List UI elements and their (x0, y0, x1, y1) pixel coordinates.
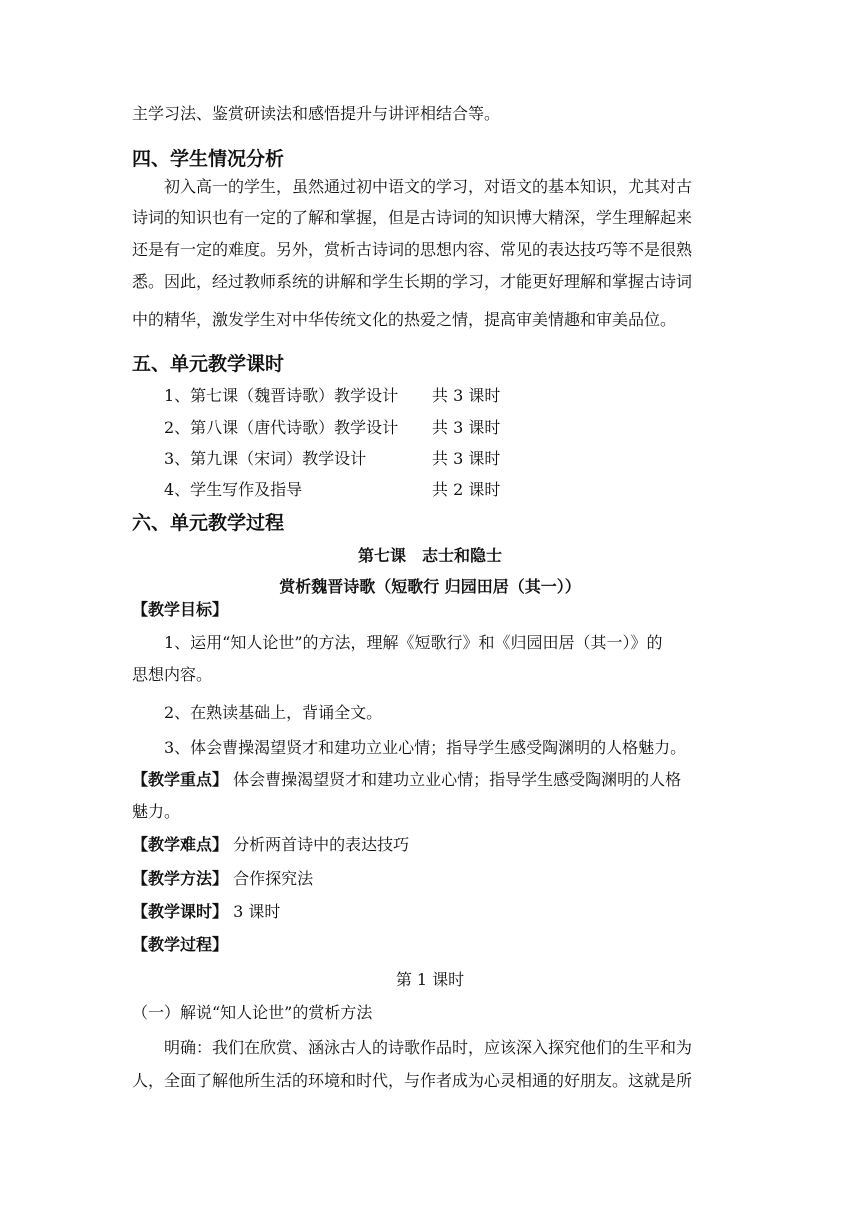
schedule-hours: 共 3 课时 (432, 449, 501, 468)
key-points-label: 【教学重点】 (132, 770, 229, 789)
section-heading-4: 四、学生情况分析 (132, 148, 285, 170)
paragraph-line: 悉。因此，经过教师系统的讲解和学生长期的学习，才能更好理解和掌握古诗词 (132, 272, 693, 291)
method-line (132, 869, 313, 889)
key-points-text: 体会曹操渴望贤才和建功立业心情；指导学生感受陶渊明的人格 (228, 770, 682, 789)
objective-line: 2、在熟读基础上，背诵全文。 (164, 703, 383, 722)
method-text: 合作探究法 (228, 869, 314, 888)
schedule-hours: 共 3 课时 (432, 418, 501, 437)
key-points-line: 魅力。 (132, 802, 181, 821)
paragraph-line: 中的精华，激发学生对中华传统文化的热爱之情，提高审美情趣和审美品位。 (132, 310, 677, 329)
objective-line: 3、体会曹操渴望贤才和建功立业心情；指导学生感受陶渊明的人格魅力。 (164, 738, 687, 757)
paragraph-line: 明确：我们在欣赏、涵泳古人的诗歌作品时，应该深入探究他们的生平和为 (164, 1038, 693, 1057)
paragraph-line: 人，全面了解他所生活的环境和时代，与作者成为心灵相通的好朋友。这就是所 (132, 1071, 693, 1090)
text-line: 主学习法、鉴赏研读法和感悟提升与讲评相结合等。 (132, 104, 501, 123)
schedule-row (164, 418, 398, 438)
method-label: 【教学方法】 (132, 869, 229, 888)
schedule-item: 4、学生写作及指导 (164, 480, 303, 499)
difficulty-line (132, 835, 409, 855)
objective-line: 思想内容。 (132, 665, 213, 684)
schedule-row (164, 480, 302, 500)
part-heading: （一）解说“知人论世”的赏析方法 (132, 1003, 373, 1022)
lesson-title: 第七课 志士和隐士 (357, 546, 502, 565)
hours-line (132, 902, 280, 922)
schedule-hours: 共 3 课时 (432, 386, 501, 405)
hours-text: 3 课时 (228, 902, 281, 921)
schedule-hours: 共 2 课时 (432, 480, 501, 499)
section-heading-6: 六、单元教学过程 (132, 512, 285, 534)
process-label: 【教学过程】 (132, 935, 229, 954)
objective-line: 1、运用“知人论世”的方法，理解《短歌行》和《归园田居（其一）》的 (164, 633, 663, 652)
schedule-item: 2、第八课（唐代诗歌）教学设计 (164, 418, 399, 437)
paragraph-line: 诗词的知识也有一定的了解和掌握，但是古诗词的知识博大精深，学生理解起来 (132, 208, 693, 227)
difficulty-text: 分析两首诗中的表达技巧 (228, 835, 410, 854)
hours-label: 【教学课时】 (132, 902, 229, 921)
section-heading-5: 五、单元教学课时 (132, 353, 285, 375)
lesson-subtitle: 赏析魏晋诗歌（短歌行 归园田居（其一）） (279, 577, 581, 596)
paragraph-line: 还是有一定的难度。另外，赏析古诗词的思想内容、常见的表达技巧等不是很熟 (132, 240, 693, 259)
key-points-line (132, 770, 681, 790)
schedule-item: 1、第七课（魏晋诗歌）教学设计 (164, 386, 399, 405)
period-heading: 第 1 课时 (395, 970, 465, 989)
difficulty-label: 【教学难点】 (132, 835, 229, 854)
objectives-label: 【教学目标】 (132, 600, 229, 619)
schedule-item: 3、第九课（宋词）教学设计 (164, 449, 367, 468)
schedule-row (164, 386, 398, 406)
schedule-row (164, 449, 366, 469)
paragraph-line: 初入高一的学生，虽然通过初中语文的学习，对语文的基本知识，尤其对古 (164, 177, 693, 196)
